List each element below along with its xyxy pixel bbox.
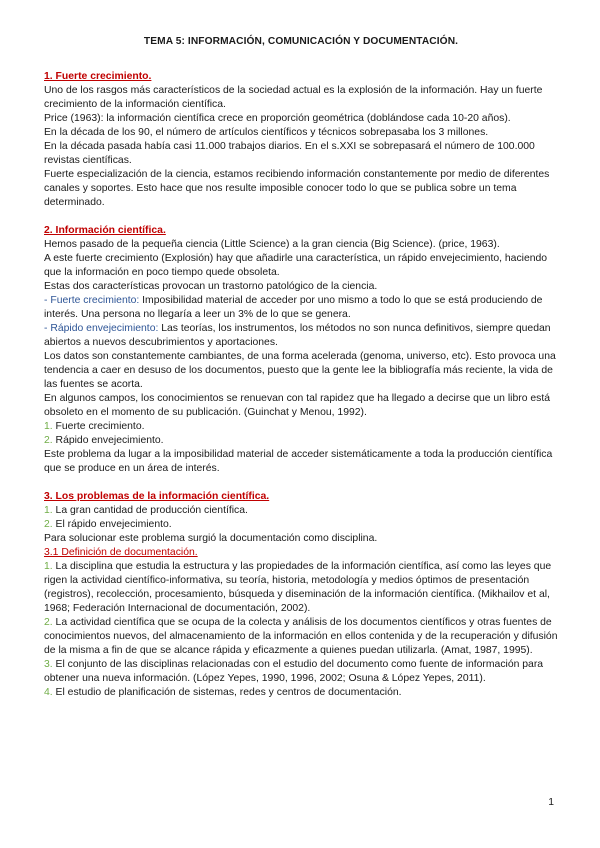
paragraph: Este problema da lugar a la imposibilidad material de acceder sistemáticamente a toda la producción científica que se produce en un área de interés. (44, 449, 553, 474)
list-text: El rápido envejecimiento. (52, 519, 172, 530)
list-number: 4. (44, 687, 53, 698)
document-page (44, 36, 558, 700)
list-number: 3. (44, 659, 53, 670)
list-item (44, 504, 558, 518)
list-text: El conjunto de las disciplinas relacionadas con el estudio del documento como fuente de información para obtener una nueva información. (López Yepes, 1990, 1996, 2002; Osuna & López Yepes, 2011). (44, 659, 544, 684)
list-number: 2. (44, 519, 53, 530)
paragraph: En algunos campos, los conocimientos se renuevan con tal rapidez que ha llegado a decirse que un libro está obsoleto en el momento de su publicación. (Guinchat y Menou, 1992). (44, 393, 550, 418)
list-number: 1. (44, 421, 53, 432)
section-1 (44, 70, 558, 210)
paragraph: Uno de los rasgos más característicos de la sociedad actual es la explosión de la información. Hay un fuerte crecimiento de la información científica. (44, 85, 543, 110)
document-title: TEMA 5: INFORMACIÓN, COMUNICACIÓN Y DOCUMENTACIÓN. (143, 36, 459, 47)
section-3 (44, 490, 558, 700)
bullet-text: Imposibilidad material de acceder por uno mismo a todo lo que se está produciendo de interés. Una persona no llegaría a leer un 3% de lo que se genera. (44, 295, 543, 320)
list-text: Fuerte crecimiento. (52, 421, 145, 432)
list-number: 1. (44, 505, 53, 516)
list-number: 2. (44, 617, 53, 628)
paragraph: Estas dos características provocan un trastorno patológico de la ciencia. (44, 281, 378, 292)
paragraph: En la década pasada había casi 11.000 trabajos diarios. En el s.XXI se sobrepasará el número de 100.000 revistas científicas. (44, 141, 535, 166)
paragraph: Fuerte especialización de la ciencia, estamos recibiendo información constantemente por medio de diferentes canales y soportes. Esto hace que nos resulte imposible conocer todo lo que se publica sobre un tema determinado. (44, 169, 550, 208)
section-2-heading: 2. Información científica. (44, 225, 166, 236)
paragraph: Para solucionar este problema surgió la documentación como disciplina. (44, 533, 378, 544)
list-text: Rápido envejecimiento. (52, 435, 164, 446)
list-text: La disciplina que estudia la estructura y las propiedades de la información científica, así como las leyes que rigen la actividad científico-informativa, su teoría, historia, metodología y medios óptimos de presentación (registros), recolección, procesamiento, búsqueda y diseminación de la información científica. (Mikhailov et al, 1968; Federación Internacional de documentación, 2002). (44, 561, 552, 614)
paragraph: Price (1963): la información científica crece en proporción geométrica (doblándose cada 10-20 años). (44, 113, 511, 124)
definition-item (44, 658, 558, 686)
paragraph: Hemos pasado de la pequeña ciencia (Little Science) a la gran ciencia (Big Science). (price, 1963). (44, 239, 500, 250)
list-item (44, 434, 558, 448)
list-text: La gran cantidad de producción científica. (52, 505, 248, 516)
section-1-heading: 1. Fuerte crecimiento. (44, 71, 152, 82)
subsection-3-1-heading: 3.1 Definición de documentación. (44, 547, 198, 558)
paragraph: A este fuerte crecimiento (Explosión) hay que añadirle una característica, un rápido envejecimiento, haciendo que la información en poco tiempo quede obsoleta. (44, 253, 548, 278)
bullet-label: - Rápido envejecimiento: (44, 323, 159, 334)
bullet-label: - Fuerte crecimiento: (44, 295, 140, 306)
list-item (44, 518, 558, 532)
list-number: 1. (44, 561, 53, 572)
page-number: 1 (548, 797, 554, 808)
bullet-rapido-envejecimiento (44, 322, 558, 350)
list-text: El estudio de planificación de sistemas, redes y centros de documentación. (52, 687, 402, 698)
definition-item (44, 616, 558, 658)
paragraph: En la década de los 90, el número de artículos científicos y técnicos sobrepasaba los 3 millones. (44, 127, 489, 138)
list-number: 2. (44, 435, 53, 446)
list-text: La actividad científica que se ocupa de la colecta y análisis de los documentos científicos y otras fuentes de conocimientos nuevos, del almacenamiento de la información en ellos contenida y de la recuperación y difusión de la misma a fin de que se alcance rápida y eficazmente a quienes puedan utilizarla. (Amat, 1987, 1995). (44, 617, 558, 656)
bullet-text: Las teorías, los instrumentos, los métodos no son nunca definitivos, siempre quedan abiertos a nuevos descubrimientos y aportaciones. (44, 323, 551, 348)
section-2 (44, 224, 558, 476)
definition-item (44, 686, 558, 700)
bullet-fuerte-crecimiento (44, 294, 558, 322)
paragraph: Los datos son constantemente cambiantes, de una forma acelerada (genoma, universo, etc). Esto provoca una tendencia a caer en desuso de los documentos, puesto que la gente lee la bibliografía más reciente, la vida de las fuentes se acorta. (44, 351, 556, 390)
definition-item (44, 560, 558, 616)
section-3-heading: 3. Los problemas de la información científica. (44, 491, 270, 502)
list-item (44, 420, 558, 434)
